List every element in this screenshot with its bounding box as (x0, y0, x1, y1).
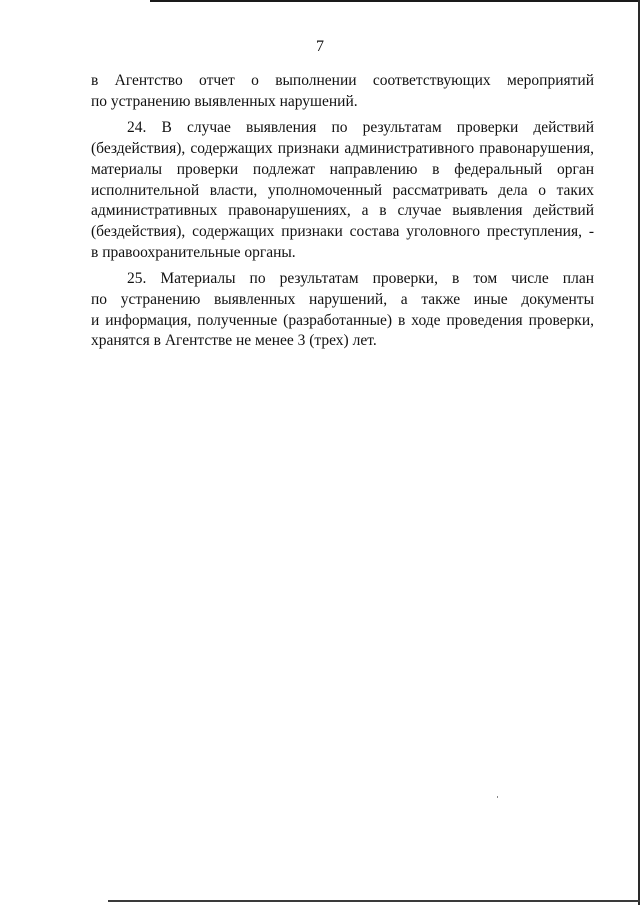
text-line: (бездействия), содержащих признаки административного правонарушения, (91, 140, 594, 158)
paragraph-continuation (91, 71, 594, 112)
text-line: (бездействия), содержащих признаки состава уголовного преступления, - (91, 222, 594, 240)
text-line: административных правонарушениях, а в случае выявления действий (91, 202, 594, 220)
text-line: материалы проверки подлежат направлению в федеральный орган (91, 160, 594, 178)
text-line: по устранению выявленных нарушений. (91, 92, 358, 110)
scan-edge-bottom (108, 900, 640, 902)
document-body (91, 71, 594, 352)
text-line: по устранению выявленных нарушений, а также иные документы (91, 291, 594, 309)
paragraph-25 (91, 269, 594, 352)
paragraph-24 (91, 118, 594, 263)
text-line: исполнительной власти, уполномоченный рассматривать дела о таких (91, 181, 594, 199)
page-number: 7 (316, 38, 324, 55)
text-line: хранятся в Агентстве не менее 3 (трех) лет. (91, 332, 377, 350)
scan-edge-top (150, 0, 640, 2)
text-line: 25. Материалы по результатам проверки, в том числе план (127, 270, 594, 288)
text-line: в Агентство отчет о выполнении соответствующих мероприятий (91, 72, 594, 89)
text-line: 24. В случае выявления по результатам проверки действий (127, 119, 594, 137)
scan-speck (497, 796, 498, 798)
text-line: в правоохранительные органы. (91, 243, 296, 261)
text-line: и информация, полученные (разработанные) в ходе проведения проверки, (91, 311, 594, 329)
